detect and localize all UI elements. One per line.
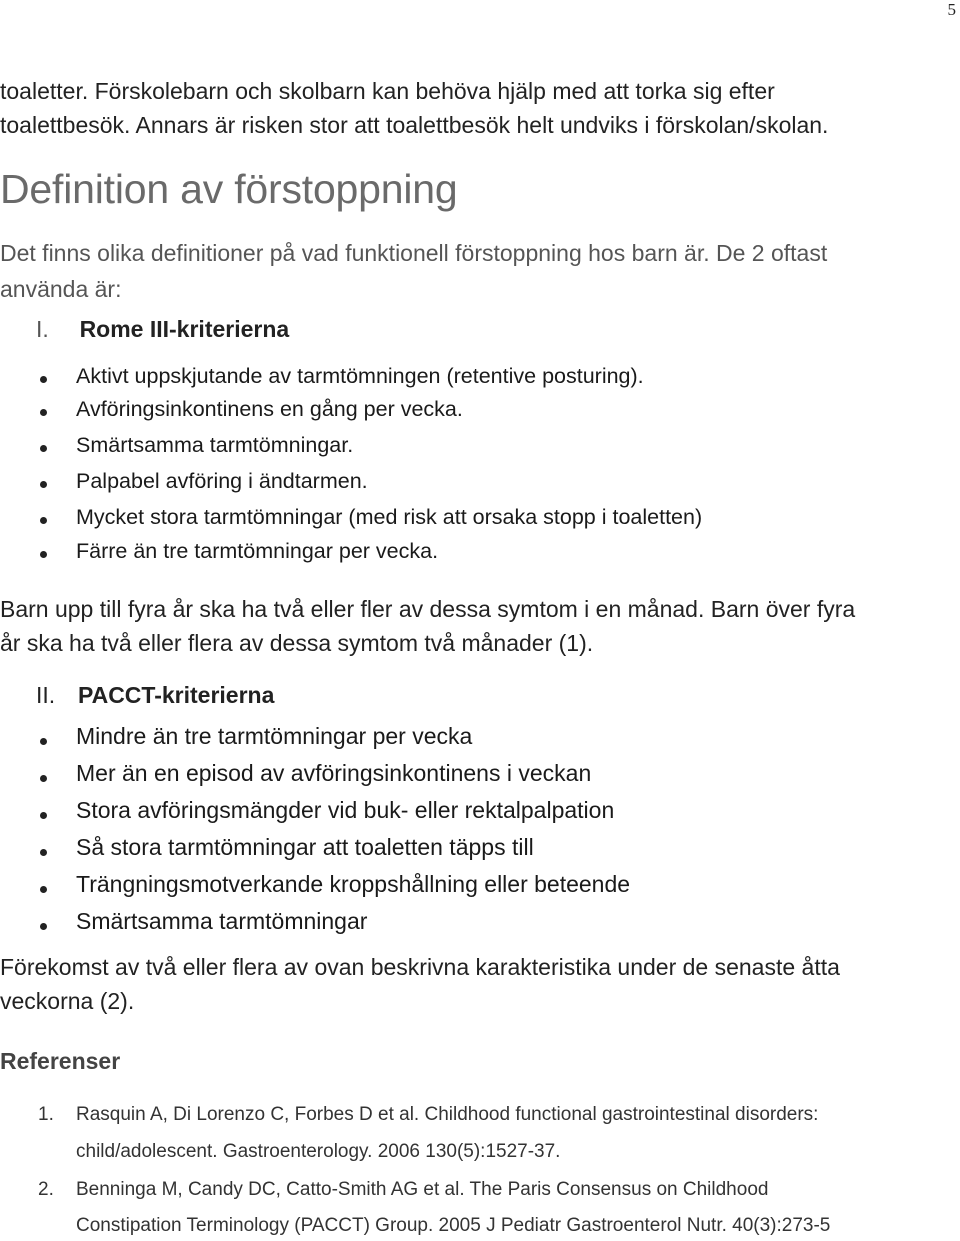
section2-title (36, 682, 274, 709)
reference-2-number: 2. (38, 1179, 54, 1200)
bullet-dot (40, 409, 47, 416)
bullet-dot (40, 849, 47, 856)
section1-bullet-2: Avföringsinkontinens en gång per vecka. (76, 397, 463, 421)
section2-bullet-1: Mindre än tre tarmtömningar per vecka (76, 723, 473, 749)
section2-bullet-6: Smärtsamma tarmtömningar (76, 908, 368, 934)
section1-note-line-1: Barn upp till fyra år ska ha två eller fler av dessa symtom i en månad. Barn över fyra (0, 596, 856, 622)
page-number: 5 (947, 0, 956, 19)
section1-bullet-3: Smärtsamma tarmtömningar. (76, 433, 354, 457)
definition-line-2: använda är: (0, 276, 122, 302)
bullet-dot (40, 775, 47, 782)
intro-line-2: toalettbesök. Annars är risken stor att toalettbesök helt undviks i förskolan/skolan. (0, 112, 829, 138)
section2-title-text: PACCT-kriterierna (77, 682, 275, 708)
bullet-dot (40, 517, 47, 524)
bullet-dot (40, 923, 47, 930)
bullet-dot (40, 551, 47, 558)
section1-numeral: I. (36, 316, 49, 342)
section2-numeral: II. (36, 682, 56, 708)
reference-1-number: 1. (38, 1104, 54, 1125)
section1-bullet-6: Färre än tre tarmtömningar per vecka. (76, 539, 439, 563)
reference-1-line-1: Rasquin A, Di Lorenzo C, Forbes D et al. Childhood functional gastrointestinal disorders: (76, 1104, 819, 1125)
section2-note-line-2: veckorna (2). (0, 988, 135, 1014)
definition-line-1: Det finns olika definitioner på vad funktionell förstoppning hos barn är. De 2 oftast (0, 240, 828, 266)
reference-1-line-2: child/adolescent. Gastroenterology. 2006 130(5):1527-37. (76, 1141, 561, 1162)
section2-bullet-2: Mer än en episod av avföringsinkontinens i veckan (76, 760, 592, 786)
section2-bullet-5: Trängningsmotverkande kroppshållning eller beteende (76, 871, 631, 897)
reference-2-line-1: Benninga M, Candy DC, Catto-Smith AG et al. The Paris Consensus on Childhood (76, 1179, 769, 1200)
bullet-dot (40, 886, 47, 893)
section1-bullet-4: Palpabel avföring i ändtarmen. (76, 469, 368, 493)
bullet-dot (40, 812, 47, 819)
section2-note-line-1: Förekomst av två eller flera av ovan beskrivna karakteristika under de senaste åtta (0, 954, 840, 980)
section2-bullet-3: Stora avföringsmängder vid buk- eller rektalpalpation (76, 797, 615, 823)
intro-line-1: toaletter. Förskolebarn och skolbarn kan behöva hjälp med att torka sig efter (0, 78, 775, 104)
section1-title-text: Rome III-kriterierna (79, 316, 290, 342)
section1-title (36, 316, 289, 343)
section-heading: Definition av förstoppning (0, 166, 458, 212)
section2-bullet-4: Så stora tarmtömningar att toaletten täpps till (76, 834, 534, 860)
reference-2-line-2: Constipation Terminology (PACCT) Group. 2005 J Pediatr Gastroenterol Nutr. 40(3):273-5 (76, 1215, 831, 1236)
bullet-dot (40, 376, 47, 383)
references-heading: Referenser (0, 1048, 121, 1074)
section1-note-line-2: år ska ha två eller flera av dessa symtom två månader (1). (0, 630, 594, 656)
bullet-dot (40, 445, 47, 452)
section1-bullet-1: Aktivt uppskjutande av tarmtömningen (retentive posturing). (76, 364, 644, 388)
bullet-dot (40, 738, 47, 745)
bullet-dot (40, 481, 47, 488)
section1-bullet-5: Mycket stora tarmtömningar (med risk att orsaka stopp i toaletten) (76, 505, 703, 529)
